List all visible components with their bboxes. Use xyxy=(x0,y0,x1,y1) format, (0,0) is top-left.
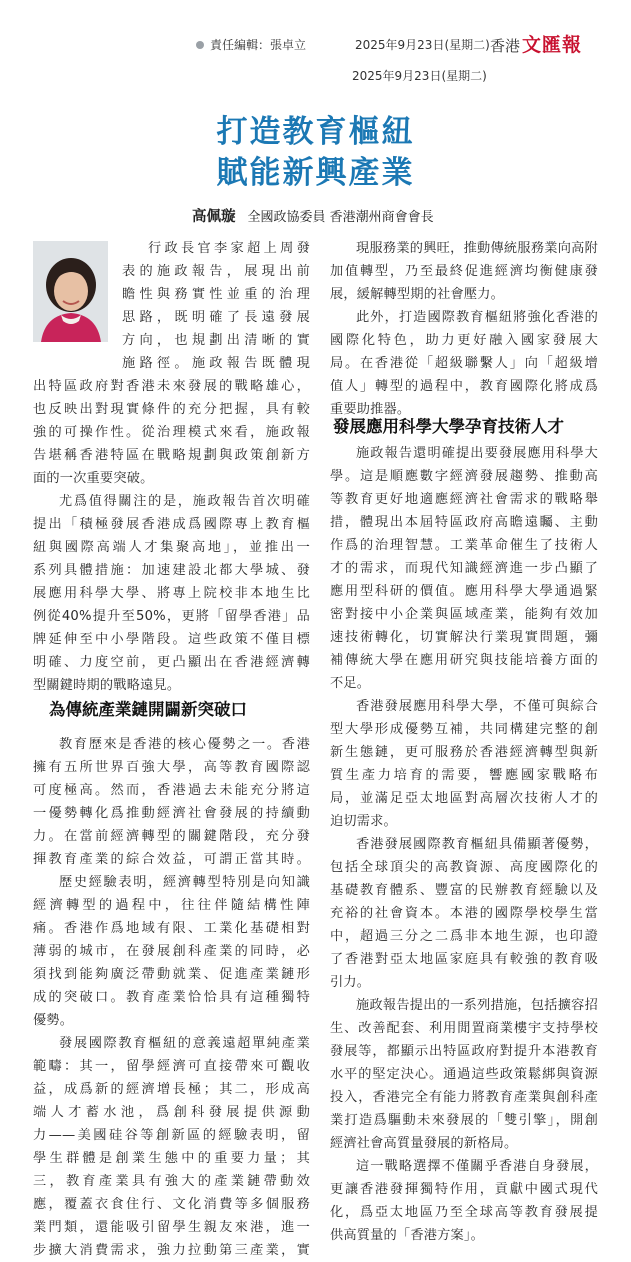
text-line: 業門類，還能吸引留學生親友來港，進一 xyxy=(33,1220,310,1235)
text-line: 中，超過三分之二爲非本地生源，也印證 xyxy=(330,929,598,944)
page-header xyxy=(0,0,631,58)
text-line: 了香港對亞太地區家庭具有較強的教育吸 xyxy=(330,952,598,967)
subheading-applied-science: 發展應用科學大學孕育技術人才 xyxy=(333,417,564,436)
text-line: 才的需求，而現代知識經濟進一步凸顯了 xyxy=(330,561,598,576)
text-line: 明確、力度空前，更凸顯出在香港經濟轉 xyxy=(33,655,310,670)
text-line: 補傳統大學在應用研究與技能培養方面的 xyxy=(330,653,598,668)
text-line: 展應用科學大學、將專上院校非本地生比 xyxy=(33,586,310,601)
text-line: 更讓香港發揮獨特作用，貢獻中國式現代 xyxy=(330,1182,598,1197)
text-line: 引力。 xyxy=(330,975,371,990)
byline xyxy=(192,205,434,226)
text-line: 告堪稱香港特區在戰略規劃與政策創新方 xyxy=(33,448,310,463)
text-line: 成的突破口。教育產業恰恰具有這種獨特 xyxy=(33,990,310,1005)
text-line: 三，教育產業具有強大的產業鏈帶動效 xyxy=(33,1174,310,1189)
text-line: 局，並滿足亞太地區對高層次技術人才的 xyxy=(330,791,598,806)
text-line: 應，覆蓋衣食住行、文化消費等多個服務 xyxy=(33,1197,310,1212)
text-line: 瞻性與務實性並重的治理 xyxy=(122,287,310,302)
text-line: 投入，香港完全有能力將教育產業與創科產 xyxy=(330,1090,598,1105)
headline-line-2: 賦能新興產業 xyxy=(216,155,415,191)
text-line: 強的可操作性。從治理模式來看，施政報 xyxy=(33,425,310,440)
text-line: 型關鍵時期的戰略遠見。 xyxy=(33,678,181,693)
text-line: 局。在香港從「超級聯繫人」向「超級增 xyxy=(330,356,598,371)
text-line: 香港發展國際教育樞紐具備顯著優勢， xyxy=(356,837,598,852)
text-line: 迫切需求。 xyxy=(330,814,397,829)
masthead xyxy=(490,30,582,57)
text-line: 例從40%提升至50%，更將「留學香港」品 xyxy=(33,609,310,624)
author-portrait-icon xyxy=(33,241,108,342)
text-line: 系列具體措施：加速建設北都大學城、發 xyxy=(33,563,310,578)
text-line: 範疇：其一，留學經濟可直接帶來可觀收 xyxy=(33,1059,310,1074)
text-line: 也反映出對現實條件的充分把握，具有較 xyxy=(33,402,310,417)
text-line: 香港發展應用科學大學，不僅可與綜合 xyxy=(356,699,598,714)
text-line: 基礎教育體系、豐富的民辦教育經驗以及 xyxy=(330,883,598,898)
headline-line-1: 打造教育樞紐 xyxy=(216,114,415,150)
text-line: 充裕的社會資本。本港的國際學校學生當 xyxy=(330,906,598,921)
text-line: 經濟轉型的過程中，往往伴隨結構性陣 xyxy=(33,898,310,913)
text-line: 施政報告還明確提出要發展應用科學大 xyxy=(356,446,598,461)
text-line: 力——美國硅谷等創新區的經驗表明，留 xyxy=(33,1128,310,1143)
text-line: 化，爲亞太地區乃至全球高等教育發展提 xyxy=(330,1205,598,1220)
text-line: 值人」轉型的過程中，教育國際化將成爲 xyxy=(330,379,598,394)
text-line: 展，緩解轉型期的社會壓力。 xyxy=(330,287,505,302)
text-line: 這一戰略選擇不僅關乎香港自身發展， xyxy=(356,1159,598,1174)
text-line: 力。在當前經濟轉型的關鍵階段，充分發 xyxy=(33,829,310,844)
editor-credit xyxy=(196,36,306,53)
text-line: 一優勢轉化爲推動經濟社會發展的持續動 xyxy=(33,806,310,821)
text-line: 擁有五所世界百強大學，高等教育國際認 xyxy=(33,760,310,775)
text-line: 施政報告提出的一系列措施，包括擴容招 xyxy=(356,998,598,1013)
text-line: 質生產力培育的需要，響應國家戰略布 xyxy=(330,768,598,783)
sub-date: 2025年9月23日(星期二) xyxy=(352,69,487,83)
text-line: 速技術轉化，切實解決行業現實問題，彌 xyxy=(330,630,598,645)
text-line: 措，體現出本屆特區政府高瞻遠矚、主動 xyxy=(330,515,598,530)
text-line: 水平的堅定決心。通過這些政策鬆綁與資源 xyxy=(330,1067,598,1082)
text-line: 益，成爲新的經濟增長極；其二，形成高 xyxy=(33,1082,310,1097)
text-line: 歷史經驗表明，經濟轉型特別是向知識 xyxy=(59,875,310,890)
text-line: 須找到能夠廣泛帶動就業、促進產業鏈形 xyxy=(33,967,310,982)
text-line: 薄弱的城市，在發展創科產業的同時，必 xyxy=(33,944,310,959)
text-line: 思路，既明確了長遠發展 xyxy=(122,310,310,325)
text-line: 不足。 xyxy=(330,676,371,691)
text-line: 供高質量的「香港方案」。 xyxy=(330,1228,485,1243)
text-line: 重要助推器。 xyxy=(330,402,411,417)
text-line: 方向，也規劃出清晰的實 xyxy=(122,333,310,348)
text-line: 步擴大消費需求，強力拉動第三產業，實 xyxy=(33,1243,310,1258)
text-line: 新生態鏈，更可服務於香港經濟轉型與新 xyxy=(330,745,598,760)
text-line: 牌延伸至中小學階段。這些政策不僅目標 xyxy=(33,632,310,647)
text-line: 型大學形成優勢互補，共同構建完整的創 xyxy=(330,722,598,737)
newspaper-logo: 文匯報 xyxy=(522,34,583,56)
text-line: 生、改善配套、利用閒置商業樓宇支持學校 xyxy=(330,1021,598,1036)
text-line: 學生群體是創業生態中的重要力量；其 xyxy=(33,1151,310,1166)
author-title: 全國政協委員 香港潮州商會會長 xyxy=(247,210,434,225)
text-line: 紐與國際高端人才集聚高地」，並推出一 xyxy=(33,540,310,555)
text-line: 包括全球頂尖的高教資源、高度國際化的 xyxy=(330,860,598,875)
text-line: 教育歷來是香港的核心優勢之一。香港 xyxy=(59,737,310,752)
text-line: 優勢。 xyxy=(33,1013,74,1028)
text-line: 施路徑。施政報告既體現 xyxy=(122,356,310,371)
text-line: 學。這是順應數字經濟發展趨勢、推動高 xyxy=(330,469,598,484)
text-line: 提出「積極發展香港成爲國際專上教育樞 xyxy=(33,517,310,532)
text-line: 行政長官李家超上周發 xyxy=(148,241,310,256)
text-line: 國際化特色，助力更好融入國家發展大 xyxy=(330,333,598,348)
subheading-traditional-industry: 為傳統產業鏈開闢新突破口 xyxy=(49,700,247,719)
text-line: 加值轉型，乃至最終促進經濟均衡健康發 xyxy=(330,264,598,279)
text-line: 此外，打造國際教育樞紐將強化香港的 xyxy=(356,310,598,325)
bullet-icon xyxy=(196,41,204,49)
header-date: 2025年9月23日(星期二) xyxy=(355,38,490,52)
text-line: 應用型科研的價值。應用科學大學通過緊 xyxy=(330,584,598,599)
text-line: 可度極高。然而，香港過去未能充分將這 xyxy=(33,783,310,798)
author-photo xyxy=(33,241,108,342)
text-line: 經濟社會高質量發展的新格局。 xyxy=(330,1136,518,1151)
editor-label: 責任編輯：張卓立 xyxy=(210,38,307,52)
text-line: 面的一次重要突破。 xyxy=(33,471,154,486)
text-line: 密對接中小企業與區域產業，能夠有效加 xyxy=(330,607,598,622)
text-line: 端人才蓄水池，爲創科發展提供源動 xyxy=(33,1105,310,1120)
author-name: 高佩璇 xyxy=(192,209,236,225)
text-line: 出特區政府對香港未來發展的戰略雄心， xyxy=(33,379,310,394)
text-line: 揮教育產業的綜合效益，可謂正當其時。 xyxy=(33,852,310,867)
text-line: 痛。香港作爲地域有限、工業化基礎相對 xyxy=(33,921,310,936)
masthead-region: 香港 xyxy=(490,37,521,55)
text-line: 等教育更好地適應經濟社會需求的戰略舉 xyxy=(330,492,598,507)
text-line: 尤爲值得關注的是，施政報告首次明確 xyxy=(59,494,310,509)
text-line: 業打造爲驅動未來發展的「雙引擎」，開創 xyxy=(330,1113,598,1128)
text-line: 現服務業的興旺，推動傳統服務業向高附 xyxy=(356,241,598,256)
text-line: 發展等，都顯示出特區政府對提升本港教育 xyxy=(330,1044,598,1059)
text-line: 作爲的治理智慧。工業革命催生了技術人 xyxy=(330,538,598,553)
text-line: 表的施政報告，展現出前 xyxy=(122,264,310,279)
text-line: 發展國際教育樞紐的意義遠超單純產業 xyxy=(59,1036,310,1051)
